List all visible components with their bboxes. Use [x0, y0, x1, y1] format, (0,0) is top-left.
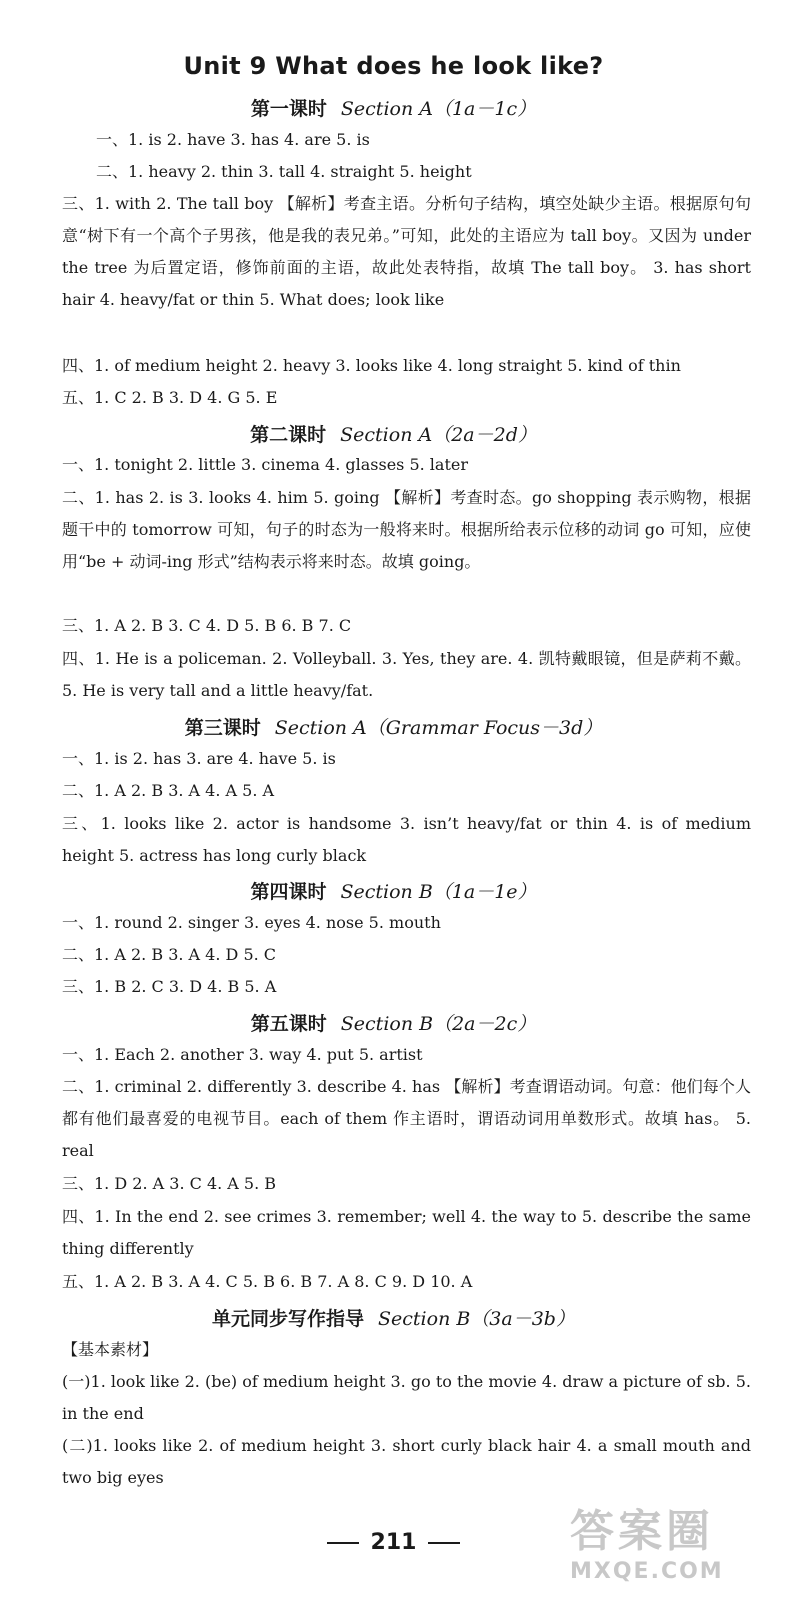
answer-line: 五、1. C 2. B 3. D 4. G 5. E	[62, 388, 278, 407]
answer-line: 一、1. Each 2. another 3. way 4. put 5. artist	[62, 1045, 423, 1064]
page-number-dash-right	[428, 1542, 460, 1544]
page-number-dash-left	[327, 1542, 359, 1544]
section-heading-cn: 第一课时	[250, 98, 327, 120]
answer-paragraph: 三、1. looks like 2. actor is handsome 3. isn’t heavy/fat or thin 4. is of medium height 5. actress has long curly black	[62, 814, 751, 865]
section-heading-en: Section B（2a－2c）	[340, 1013, 537, 1035]
page-number-value: 211	[370, 1530, 417, 1555]
unit-title: Unit 9 What does he look like?	[183, 52, 604, 80]
answer-paragraph: 三、1. with 2. The tall boy 【解析】考查主语。分析句子结构，填空处缺少主语。根据原句句意“树下有一个高个子男孩，他是我的表兄弟。”可知，此处的主语应为 tall boy。又因为 under the tree 为后置定语，修饰前面的主语，故此处表特指，故填 The tall boy。 3. has short hair 4. heavy/fat or thin 5. What does; look like	[62, 194, 751, 309]
answer-paragraph: 二、1. has 2. is 3. looks 4. him 5. going 【解析】考查时态。go shopping 表示购物，根据题干中的 tomorrow 可知，句子的时态为一般将来时。根据所给表示位移的动词 go 可知，应使用“be + 动词-ing 形式”结构表示将来时态。故填 going。	[62, 488, 751, 571]
material-label: 【基本素材】	[62, 1340, 159, 1359]
answer-line: 四、1. of medium height 2. heavy 3. looks like 4. long straight 5. kind of thin	[62, 356, 681, 375]
answer-line: 三、1. A 2. B 3. C 4. D 5. B 6. B 7. C	[62, 616, 352, 635]
section-heading-cn: 第三课时	[184, 717, 261, 739]
section-heading-en: Section A（Grammar Focus－3d）	[274, 717, 603, 739]
answer-line: 五、1. A 2. B 3. A 4. C 5. B 6. B 7. A 8. C 9. D 10. A	[62, 1272, 473, 1291]
section-heading-en: Section B（1a－1e）	[340, 881, 537, 903]
section-heading-en: Section A（1a－1c）	[340, 98, 537, 120]
section-heading-en: Section B（3a－3b）	[378, 1308, 575, 1330]
answer-line: 三、1. B 2. C 3. D 4. B 5. A	[62, 977, 277, 996]
answer-line: 二、1. A 2. B 3. A 4. D 5. C	[62, 945, 277, 964]
watermark-cn: 答案圈	[570, 1506, 714, 1557]
section-heading-6	[0, 1304, 787, 1331]
answer-line: 二、1. A 2. B 3. A 4. A 5. A	[62, 781, 275, 800]
watermark-logo	[570, 1506, 770, 1594]
answer-paragraph: 二、1. criminal 2. differently 3. describe 4. has 【解析】考查谓语动词。句意：他们每个人都有他们最喜爱的电视节目。each of them 作主语时，谓语动词用单数形式。故填 has。 5. real	[62, 1077, 751, 1160]
answer-paragraph: 四、1. He is a policeman. 2. Volleyball. 3. Yes, they are. 4. 凯特戴眼镜，但是萨莉不戴。 5. He is very tall and a little heavy/fat.	[62, 649, 751, 700]
section-heading-1	[0, 94, 787, 121]
section-heading-5	[0, 1009, 787, 1036]
section-heading-en: Section A（2a－2d）	[340, 424, 537, 446]
section-heading-cn: 第二课时	[250, 424, 327, 446]
answer-line: 一、1. is 2. have 3. has 4. are 5. is	[96, 130, 370, 149]
answer-line: 二、1. heavy 2. thin 3. tall 4. straight 5. height	[96, 162, 472, 181]
answer-line: 一、1. round 2. singer 3. eyes 4. nose 5. mouth	[62, 913, 441, 932]
section-heading-3	[0, 713, 787, 740]
section-heading-2	[0, 420, 787, 447]
watermark-url: MXQE.COM	[570, 1559, 724, 1584]
answer-line: 一、1. is 2. has 3. are 4. have 5. is	[62, 749, 336, 768]
answer-paragraph: (一)1. look like 2. (be) of medium height 3. go to the movie 4. draw a picture of sb. 5. in the end	[62, 1372, 752, 1423]
section-heading-cn: 第五课时	[250, 1013, 327, 1035]
section-heading-cn: 单元同步写作指导	[212, 1308, 365, 1330]
section-heading-4	[0, 877, 787, 904]
answer-paragraph: (二)1. looks like 2. of medium height 3. short curly black hair 4. a small mouth and two big eyes	[62, 1436, 751, 1487]
section-heading-cn: 第四课时	[250, 881, 327, 903]
answer-line: 一、1. tonight 2. little 3. cinema 4. glasses 5. later	[62, 455, 469, 474]
answer-line: 三、1. D 2. A 3. C 4. A 5. B	[62, 1174, 277, 1193]
answer-paragraph: 四、1. In the end 2. see crimes 3. remember; well 4. the way to 5. describe the same thing differently	[62, 1207, 751, 1258]
